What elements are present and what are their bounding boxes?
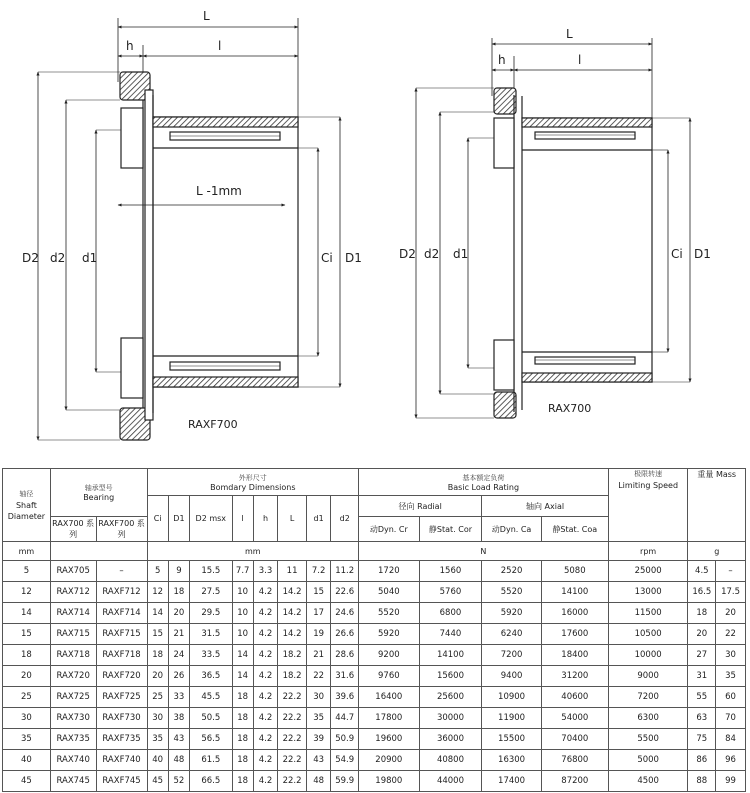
rax-series-header: RAX700 系列 [50, 517, 96, 542]
table-cell: 11900 [482, 708, 542, 729]
table-cell: 70 [716, 708, 746, 729]
table-cell: 18 [232, 750, 253, 771]
table-cell: RAX705 [50, 561, 96, 582]
table-cell: 7.7 [232, 561, 253, 582]
table-cell: 35 [716, 666, 746, 687]
dim-L-label: L [203, 9, 210, 23]
table-cell: 1560 [419, 561, 482, 582]
table-cell: 10 [232, 582, 253, 603]
table-cell: 55 [688, 687, 716, 708]
table-cell: 50.9 [331, 729, 359, 750]
dim-col-d1: d1 [306, 496, 330, 542]
table-cell: 17800 [359, 708, 420, 729]
table-cell: 54.9 [331, 750, 359, 771]
table-cell: 45 [3, 771, 51, 792]
table-row [3, 666, 746, 687]
table-row [3, 750, 746, 771]
table-cell: 17400 [482, 771, 542, 792]
bearing-unit-blank [50, 542, 147, 561]
table-cell: RAXF730 [96, 708, 147, 729]
table-cell: 25 [147, 687, 168, 708]
table-cell: 6800 [419, 603, 482, 624]
table-row [3, 729, 746, 750]
raxf-series-header: RAXF700 系列 [96, 517, 147, 542]
table-cell: 16.5 [688, 582, 716, 603]
table-cell: 5500 [608, 729, 688, 750]
table-cell: 22 [716, 624, 746, 645]
table-cell: 31.6 [331, 666, 359, 687]
dim-Ci-label-right: Ci [671, 247, 683, 261]
table-cell: 14.2 [278, 603, 307, 624]
table-cell: 50.5 [190, 708, 233, 729]
table-cell: 96 [716, 750, 746, 771]
table-cell: – [716, 561, 746, 582]
table-cell: 10500 [608, 624, 688, 645]
table-cell: 20 [688, 624, 716, 645]
table-cell: 14100 [541, 582, 608, 603]
table-cell: 36.5 [190, 666, 233, 687]
table-cell: 19 [306, 624, 330, 645]
table-cell: 4.2 [253, 582, 277, 603]
table-cell: 12 [147, 582, 168, 603]
table-cell: 18400 [541, 645, 608, 666]
table-cell: RAXF740 [96, 750, 147, 771]
table-cell: 35 [306, 708, 330, 729]
table-cell: RAX740 [50, 750, 96, 771]
table-row [3, 708, 746, 729]
shaft-unit: mm [3, 542, 51, 561]
table-cell: 63 [688, 708, 716, 729]
table-cell: 31200 [541, 666, 608, 687]
table-cell: 38 [168, 708, 189, 729]
table-cell: RAX715 [50, 624, 96, 645]
dim-l-label: l [218, 39, 222, 53]
table-cell: 16000 [541, 603, 608, 624]
table-cell: 4.2 [253, 645, 277, 666]
table-cell: 33 [168, 687, 189, 708]
table-cell: 24 [168, 645, 189, 666]
table-cell: 19800 [359, 771, 420, 792]
dim-L-minus-label: L -1mm [196, 184, 242, 198]
table-cell: 11500 [608, 603, 688, 624]
table-row [3, 645, 746, 666]
table-cell: 6240 [482, 624, 542, 645]
table-cell: 14 [3, 603, 51, 624]
table-cell: 86 [688, 750, 716, 771]
dim-d1-label-right: d1 [453, 247, 469, 261]
table-cell: 30 [306, 687, 330, 708]
table-cell: 54000 [541, 708, 608, 729]
table-cell: 18.2 [278, 645, 307, 666]
dim-L-label-right: L [566, 27, 573, 41]
table-cell: RAX745 [50, 771, 96, 792]
dim-h-label: h [126, 39, 134, 53]
table-cell: 4500 [608, 771, 688, 792]
table-cell: 26 [168, 666, 189, 687]
table-cell: 20 [3, 666, 51, 687]
table-cell: 20900 [359, 750, 420, 771]
table-cell: RAX730 [50, 708, 96, 729]
table-cell: 22.2 [278, 729, 307, 750]
dim-d2-label-right: d2 [424, 247, 440, 261]
table-cell: 7.2 [306, 561, 330, 582]
axial-header: 轴向 Axial [482, 496, 608, 517]
table-cell: 22.6 [331, 582, 359, 603]
table-cell: 22.2 [278, 687, 307, 708]
table-cell: 39.6 [331, 687, 359, 708]
table-cell: RAX720 [50, 666, 96, 687]
dim-col-d2: d2 [331, 496, 359, 542]
dim-D2-label: D2 [22, 251, 39, 265]
dim-d2-label: d2 [50, 251, 66, 265]
table-cell: 4.5 [688, 561, 716, 582]
table-cell: 7200 [482, 645, 542, 666]
table-cell: 30 [716, 645, 746, 666]
table-cell: 87200 [541, 771, 608, 792]
table-cell: RAXF714 [96, 603, 147, 624]
table-cell: 35 [147, 729, 168, 750]
speed-unit: rpm [608, 542, 688, 561]
table-cell: 5520 [359, 603, 420, 624]
table-cell: 2520 [482, 561, 542, 582]
table-cell: RAXF725 [96, 687, 147, 708]
table-cell: 5 [3, 561, 51, 582]
table-cell: 40 [3, 750, 51, 771]
table-cell: 18 [232, 771, 253, 792]
load-col-cr: 动Dyn. Cr [359, 517, 420, 542]
table-cell: RAXF745 [96, 771, 147, 792]
table-cell: 99 [716, 771, 746, 792]
load-unit: N [359, 542, 609, 561]
table-cell: 22 [306, 666, 330, 687]
table-row [3, 582, 746, 603]
table-cell: 43 [168, 729, 189, 750]
table-cell: 48 [168, 750, 189, 771]
table-cell: 5000 [608, 750, 688, 771]
table-cell: 76800 [541, 750, 608, 771]
table-cell: 4.2 [253, 771, 277, 792]
table-cell: 6300 [608, 708, 688, 729]
table-cell: 17600 [541, 624, 608, 645]
table-cell: 9400 [482, 666, 542, 687]
table-cell: 18 [3, 645, 51, 666]
table-cell: 5520 [482, 582, 542, 603]
table-cell: 28.6 [331, 645, 359, 666]
dim-col-L: L [278, 496, 307, 542]
table-cell: 4.2 [253, 666, 277, 687]
table-cell: 10900 [482, 687, 542, 708]
table-cell: 26.6 [331, 624, 359, 645]
table-cell: 45 [147, 771, 168, 792]
dim-col-Ci: Ci [147, 496, 168, 542]
table-cell: RAXF718 [96, 645, 147, 666]
dim-col-D2: D2 msx [190, 496, 233, 542]
table-cell: 60 [716, 687, 746, 708]
table-cell: 39 [306, 729, 330, 750]
table-cell: RAX712 [50, 582, 96, 603]
table-cell: 20 [147, 666, 168, 687]
table-cell: 40 [147, 750, 168, 771]
table-row [3, 561, 746, 582]
dim-D1-label: D1 [345, 251, 362, 265]
table-cell: 13000 [608, 582, 688, 603]
table-cell: 84 [716, 729, 746, 750]
dim-col-D1: D1 [168, 496, 189, 542]
load-rating-header: 基本额定负荷 Basic Load Rating [359, 469, 609, 496]
table-cell: 3.3 [253, 561, 277, 582]
table-cell: 10 [232, 624, 253, 645]
dim-D1-label-right: D1 [694, 247, 711, 261]
table-row [3, 687, 746, 708]
table-cell: 5760 [419, 582, 482, 603]
table-cell: 14 [147, 603, 168, 624]
table-cell: 12 [3, 582, 51, 603]
table-cell: 15.5 [190, 561, 233, 582]
table-cell: 22.2 [278, 708, 307, 729]
dim-col-h: h [253, 496, 277, 542]
drawing-caption-rax700: RAX700 [548, 402, 592, 415]
table-cell: 61.5 [190, 750, 233, 771]
speed-header: 极限转速 Limiting Speed [608, 469, 688, 542]
table-cell: 10000 [608, 645, 688, 666]
mass-unit: g [688, 542, 746, 561]
table-cell: RAX725 [50, 687, 96, 708]
table-cell: 10 [232, 603, 253, 624]
table-cell: RAXF712 [96, 582, 147, 603]
table-cell: 16400 [359, 687, 420, 708]
table-cell: 31.5 [190, 624, 233, 645]
table-cell: 75 [688, 729, 716, 750]
table-row [3, 771, 746, 792]
table-cell: 15600 [419, 666, 482, 687]
table-cell: 18 [232, 687, 253, 708]
dim-d1-label: d1 [82, 251, 98, 265]
dim-D2-label-right: D2 [399, 247, 416, 261]
table-cell: 14100 [419, 645, 482, 666]
table-cell: 59.9 [331, 771, 359, 792]
table-cell: 36000 [419, 729, 482, 750]
table-cell: 27.5 [190, 582, 233, 603]
table-cell: 18 [168, 582, 189, 603]
dim-l-label-right: l [578, 53, 582, 67]
table-cell: 18 [147, 645, 168, 666]
table-cell: 14.2 [278, 624, 307, 645]
table-cell: RAXF735 [96, 729, 147, 750]
table-cell: 14 [232, 666, 253, 687]
shaft-diameter-header: 轴径 Shaft Diameter [3, 469, 51, 542]
table-cell: 4.2 [253, 603, 277, 624]
table-cell: 18.2 [278, 666, 307, 687]
bearing-header: 轴承型号 Bearing [50, 469, 147, 517]
table-cell: 31 [688, 666, 716, 687]
drawing-raxf700 [38, 18, 340, 440]
table-cell: 21 [306, 645, 330, 666]
table-cell: 30000 [419, 708, 482, 729]
table-row [3, 624, 746, 645]
table-cell: 19600 [359, 729, 420, 750]
table-cell: 44.7 [331, 708, 359, 729]
table-cell: 44000 [419, 771, 482, 792]
table-cell: 48 [306, 771, 330, 792]
table-cell: 22.2 [278, 771, 307, 792]
table-cell: 43 [306, 750, 330, 771]
table-cell: 15 [306, 582, 330, 603]
table-cell: 11.2 [331, 561, 359, 582]
table-cell: 18 [232, 729, 253, 750]
table-cell: 18 [232, 708, 253, 729]
table-cell: 30 [147, 708, 168, 729]
table-cell: 9760 [359, 666, 420, 687]
table-cell: 30 [3, 708, 51, 729]
table-cell: 22.2 [278, 750, 307, 771]
table-cell: RAX735 [50, 729, 96, 750]
bearing-spec-table [2, 468, 746, 792]
dim-h-label-right: h [498, 53, 506, 67]
table-cell: 18 [688, 603, 716, 624]
table-cell: 66.5 [190, 771, 233, 792]
table-row [3, 603, 746, 624]
table-cell: 25000 [608, 561, 688, 582]
table-cell: 7200 [608, 687, 688, 708]
table-cell: 20 [716, 603, 746, 624]
dim-col-l: l [232, 496, 253, 542]
table-cell: 4.2 [253, 687, 277, 708]
table-cell: 35 [3, 729, 51, 750]
table-cell: 15 [3, 624, 51, 645]
table-cell: 15500 [482, 729, 542, 750]
spec-table-body [3, 561, 746, 792]
dimensions-header: 外形尺寸 Bomdary Dimensions [147, 469, 358, 496]
table-cell: 16300 [482, 750, 542, 771]
table-cell: 45.5 [190, 687, 233, 708]
table-cell: 7440 [419, 624, 482, 645]
table-cell: 24.6 [331, 603, 359, 624]
table-cell: 4.2 [253, 750, 277, 771]
table-cell: 14.2 [278, 582, 307, 603]
table-cell: 1720 [359, 561, 420, 582]
table-cell: 20 [168, 603, 189, 624]
dim-Ci-label: Ci [321, 251, 333, 265]
table-cell: 11 [278, 561, 307, 582]
table-cell: 5920 [359, 624, 420, 645]
table-cell: 9000 [608, 666, 688, 687]
table-cell: 4.2 [253, 624, 277, 645]
table-cell: 14 [232, 645, 253, 666]
table-cell: RAXF720 [96, 666, 147, 687]
table-cell: – [96, 561, 147, 582]
table-cell: 56.5 [190, 729, 233, 750]
drawing-caption-raxf700: RAXF700 [188, 418, 238, 431]
load-col-coa: 静Stat. Coa [541, 517, 608, 542]
table-cell: 40600 [541, 687, 608, 708]
table-cell: 5 [147, 561, 168, 582]
table-cell: 5080 [541, 561, 608, 582]
radial-header: 径向 Radial [359, 496, 482, 517]
table-cell: 5920 [482, 603, 542, 624]
table-cell: 52 [168, 771, 189, 792]
load-col-cor: 静Stat. Cor [419, 517, 482, 542]
table-cell: 17.5 [716, 582, 746, 603]
drawing-rax700 [416, 38, 690, 418]
table-cell: RAX714 [50, 603, 96, 624]
table-cell: 88 [688, 771, 716, 792]
table-cell: 9200 [359, 645, 420, 666]
dims-unit: mm [147, 542, 358, 561]
table-cell: RAXF715 [96, 624, 147, 645]
table-cell: RAX718 [50, 645, 96, 666]
table-cell: 9 [168, 561, 189, 582]
table-cell: 27 [688, 645, 716, 666]
table-cell: 40800 [419, 750, 482, 771]
table-cell: 70400 [541, 729, 608, 750]
table-cell: 29.5 [190, 603, 233, 624]
load-col-ca: 动Dyn. Ca [482, 517, 542, 542]
table-cell: 33.5 [190, 645, 233, 666]
table-cell: 5040 [359, 582, 420, 603]
table-cell: 21 [168, 624, 189, 645]
table-cell: 4.2 [253, 729, 277, 750]
mass-header: 重量 Mass [688, 469, 746, 542]
table-cell: 17 [306, 603, 330, 624]
table-cell: 4.2 [253, 708, 277, 729]
table-cell: 25 [3, 687, 51, 708]
table-cell: 15 [147, 624, 168, 645]
table-cell: 25600 [419, 687, 482, 708]
